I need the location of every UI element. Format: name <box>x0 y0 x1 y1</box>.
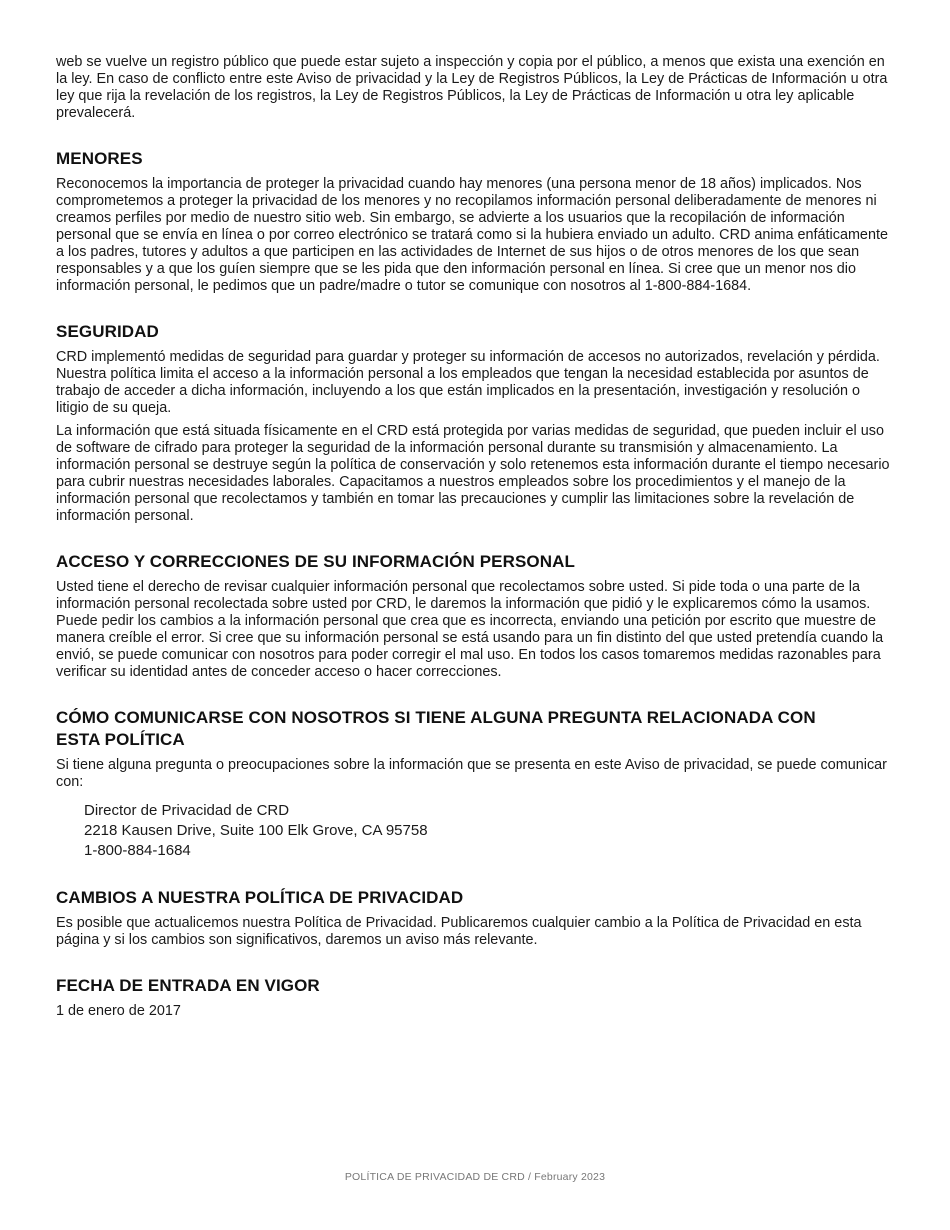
contact-phone: 1-800-884-1684 <box>84 842 191 859</box>
section-title-cambios: CAMBIOS A NUESTRA POLÍTICA DE PRIVACIDAD <box>56 888 464 907</box>
effective-date: 1 de enero de 2017 <box>56 1003 181 1019</box>
section-fecha <box>56 975 896 1020</box>
section-title-contacto: CÓMO COMUNICARSE CON NOSOTROS SI TIENE ALGUNA PREGUNTA RELACIONADA CON ESTA POLÍTICA <box>56 708 816 749</box>
seguridad-paragraph-1: CRD implementó medidas de seguridad para guardar y proteger su información de accesos no autorizados, revelación y pérdida. Nuestra política limita el acceso a la información personal a los empleados que tengan la necesidad establecida por asuntos de trabajo de acceder a dicha información, incluyendo a los que están implicados en la presentación, investigación y resolución o litigio de su queja. <box>56 349 880 416</box>
seguridad-paragraph-2: La información que está situada físicamente en el CRD está protegida por varias medidas de seguridad, que pueden incluir el uso de software de cifrado para proteger la seguridad de la información personal durante su transmisión y almacenamiento. La información personal se destruye según la política de conservación y solo retenemos esta información durante el tiempo necesario para cubrir nuestras necesidades laborales. Capacitamos a nuestros empleados sobre los procedimientos y el manejo de la información personal que recolectamos y también en tomar las precauciones y cumplir las limitaciones sobre la revelación de información personal. <box>56 423 890 524</box>
section-cambios <box>56 887 896 949</box>
section-menores <box>56 148 896 295</box>
section-contacto <box>56 707 896 861</box>
acceso-paragraph: Usted tiene el derecho de revisar cualquier información personal que recolectamos sobre usted. Si pide toda o una parte de la información personal recolectada sobre usted por CRD, le daremos la información que pidió y le explicaremos cómo la usamos. Puede pedir los cambios a la información personal que crea que es incorrecta, enviando una petición por escrito que muestre de manera creíble el error. Si cree que su información personal se está usando para un fin distinto del que usted pretendía cuando la envió, se puede comunicar con nosotros para poder corregir el mal uso. En todos los casos tomaremos medidas razonables para verificar su identidad antes de conceder acceso o hacer correcciones. <box>56 579 884 680</box>
section-title-fecha: FECHA DE ENTRADA EN VIGOR <box>56 976 320 995</box>
section-title-seguridad: SEGURIDAD <box>56 322 159 341</box>
document-page <box>56 54 896 1020</box>
intro-paragraph: web se vuelve un registro público que puede estar sujeto a inspección y copia por el público, a menos que exista una exención en la ley. En caso de conflicto entre este Aviso de privacidad y la Ley de Registros Públicos, la Ley de Prácticas de Información u otra ley que rija la revelación de los registros, la Ley de Registros Públicos, la Ley de Prácticas de Información u otra ley aplicable prevalecerá. <box>56 54 888 121</box>
section-acceso <box>56 551 896 681</box>
page-footer: POLÍTICA DE PRIVACIDAD DE CRD / February 2023 <box>344 1171 606 1183</box>
section-title-menores: MENORES <box>56 149 143 168</box>
section-seguridad <box>56 321 896 525</box>
section-title-acceso: ACCESO Y CORRECCIONES DE SU INFORMACIÓN PERSONAL <box>56 552 575 571</box>
menores-paragraph: Reconocemos la importancia de proteger la privacidad cuando hay menores (una persona menor de 18 años) implicados. Nos comprometemos a proteger la privacidad de los menores y no recopilamos información personal deliberadamente de menores ni creamos perfiles por medio de nuestro sitio web. Sin embargo, se advierte a los usuarios que la recopilación de información personal que se envía en línea o por correo electrónico se tratará como si la hubiera enviado un adulto. CRD anima enfáticamente a los padres, tutores y adultos a que participen en las actividades de Internet de sus hijos o de otros menores de los que sean responsables y a que los guíen siempre que se les pida que den información personal en línea. Si cree que un menor nos dio información personal, le pedimos que un padre/madre o tutor se comunique con nosotros al 1-800-884-1684. <box>56 176 888 294</box>
cambios-paragraph: Es posible que actualicemos nuestra Política de Privacidad. Publicaremos cualquier cambio a la Política de Privacidad en esta página y si los cambios son significativos, daremos un aviso más relevante. <box>56 915 862 948</box>
contact-address-block <box>84 801 896 861</box>
contact-name: Director de Privacidad de CRD <box>84 802 290 819</box>
contact-address: 2218 Kausen Drive, Suite 100 Elk Grove, CA 95758 <box>84 822 428 839</box>
contacto-paragraph: Si tiene alguna pregunta o preocupaciones sobre la información que se presenta en este Aviso de privacidad, se puede comunicar con: <box>56 757 887 790</box>
